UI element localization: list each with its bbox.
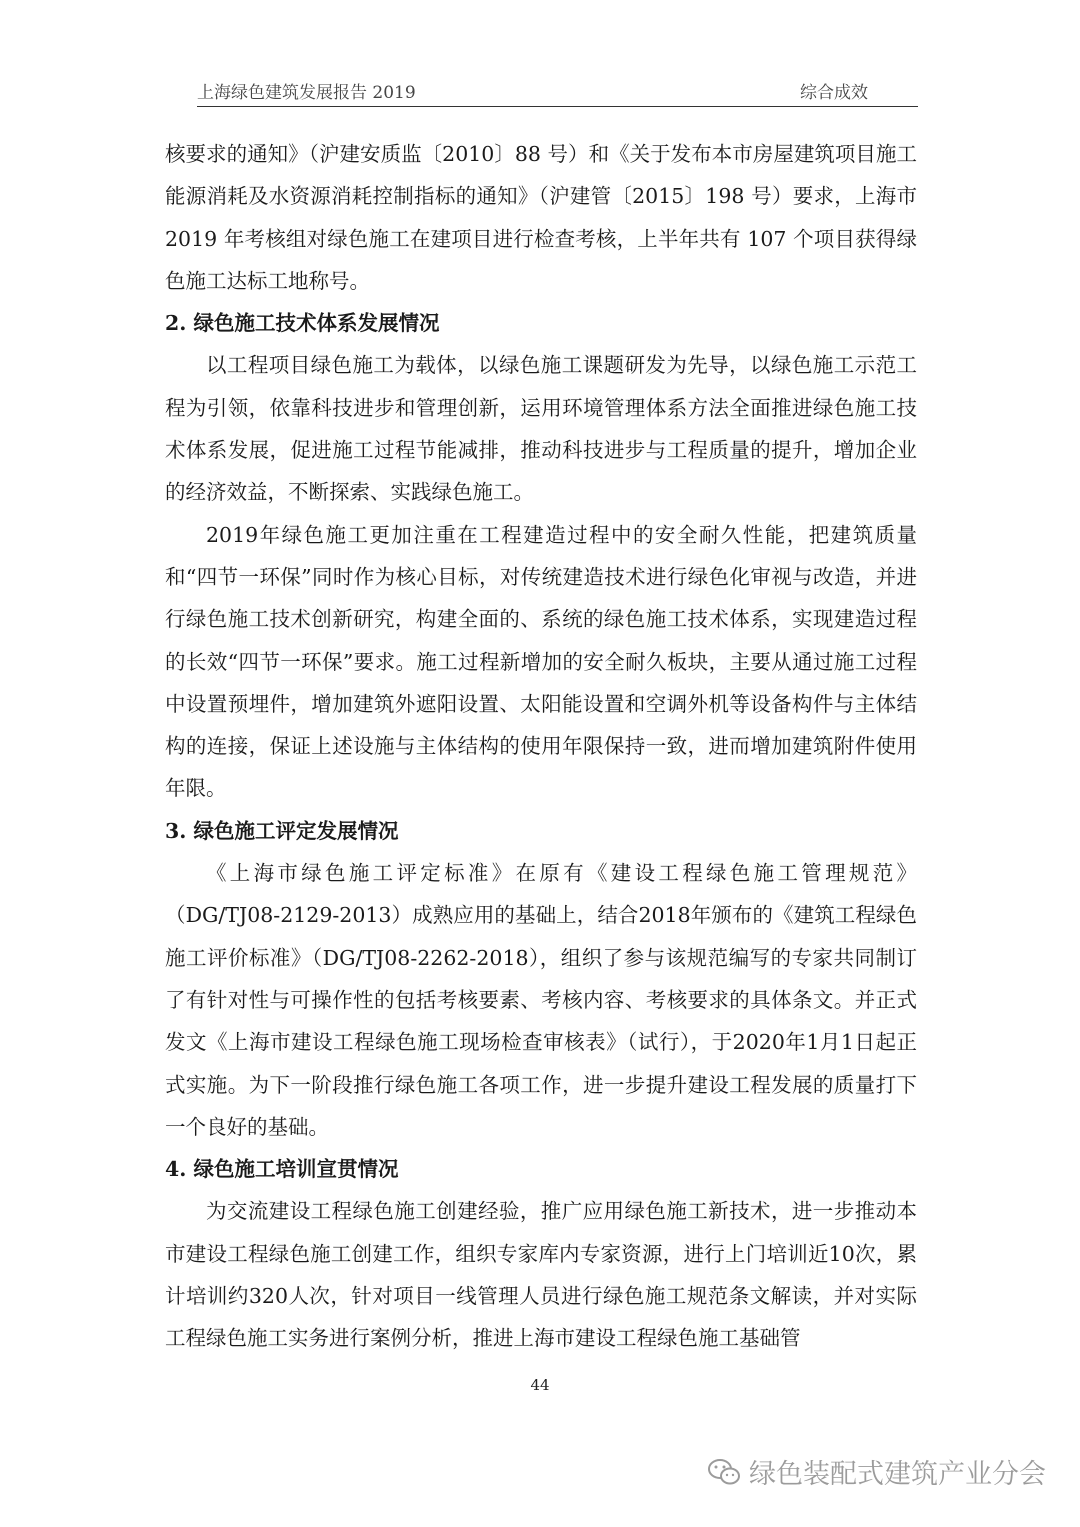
paragraph-continued: 核要求的通知》（沪建安质监〔2010〕88 号）和《关于发布本市房屋建筑项目施工能源消耗及水资源消耗控制指标的通知》（沪建管〔2015〕198 号）要求，上海市 2019 年考核组对绿色施工在建项目进行检查考核，上半年共有 107 个项目获得绿色施工达标工地称号。 — [165, 142, 917, 293]
page-body — [165, 133, 917, 1360]
paragraph-evaluation: 《上海市绿色施工评定标准》在原有《建设工程绿色施工管理规范》（DG/TJ08-2129-2013）成熟应用的基础上，结合2018年颁布的《建筑工程绿色施工评价标准》（DG/TJ08-2262-2018），组织了参与该规范编写的专家共同制订了有针对性与可操作性的包括考核要素、考核内容、考核要求的具体条文。并正式发文《上海市建设工程绿色施工现场检查审核表》（试行），于2020年1月1日起正式实施。为下一阶段推行绿色施工各项工作，进一步提升建设工程发展的质量打下一个良好的基础。 — [165, 861, 917, 1139]
paragraph-training: 为交流建设工程绿色施工创建经验，推广应用绿色施工新技术，进一步推动本市建设工程绿色施工创建工作，组织专家库内专家资源，进行上门培训近10次，累计培训约320人次，针对项目一线管理人员进行绿色施工规范条文解读，并对实际工程绿色施工实务进行案例分析，推进上海市建设工程绿色施工基础管 — [165, 1199, 917, 1351]
page-number: 44 — [530, 1376, 550, 1394]
watermark-text: 绿色装配式建筑产业分会 — [749, 1459, 1046, 1490]
paragraph-2019-focus: 2019年绿色施工更加注重在工程建造过程中的安全耐久性能，把建筑质量和“四节一环保”同时作为核心目标，对传统建造技术进行绿色化审视与改造，并进行绿色施工技术创新研究，构建全面的、系统的绿色施工技术体系，实现建造过程的长效“四节一环保”要求。施工过程新增加的安全耐久板块，主要从通过施工过程中设置预埋件，增加建筑外遮阳设置、太阳能设置和空调外机等设备构件与主体结构的连接，保证上述设施与主体结构的使用年限保持一致，进而增加建筑附件使用年限。 — [165, 522, 917, 801]
header-report-title: 上海绿色建筑发展报告 2019 — [197, 83, 416, 103]
section-heading-4: 4. 绿色施工培训宣贯情况 — [165, 1157, 399, 1182]
wechat-icon — [707, 1457, 741, 1487]
section-heading-2: 2. 绿色施工技术体系发展情况 — [165, 311, 440, 336]
watermark — [707, 1452, 1046, 1491]
page-header — [197, 72, 918, 107]
section-heading-3: 3. 绿色施工评定发展情况 — [165, 818, 399, 843]
paragraph-tech-system: 以工程项目绿色施工为载体，以绿色施工课题研发为先导，以绿色施工示范工程为引领，依靠科技进步和管理创新，运用环境管理体系方法全面推进绿色施工技术体系发展，促进施工过程节能减排，推动科技进步与工程质量的提升，增加企业的经济效益，不断探索、实践绿色施工。 — [165, 353, 917, 505]
header-section-title: 综合成效 — [800, 83, 868, 103]
